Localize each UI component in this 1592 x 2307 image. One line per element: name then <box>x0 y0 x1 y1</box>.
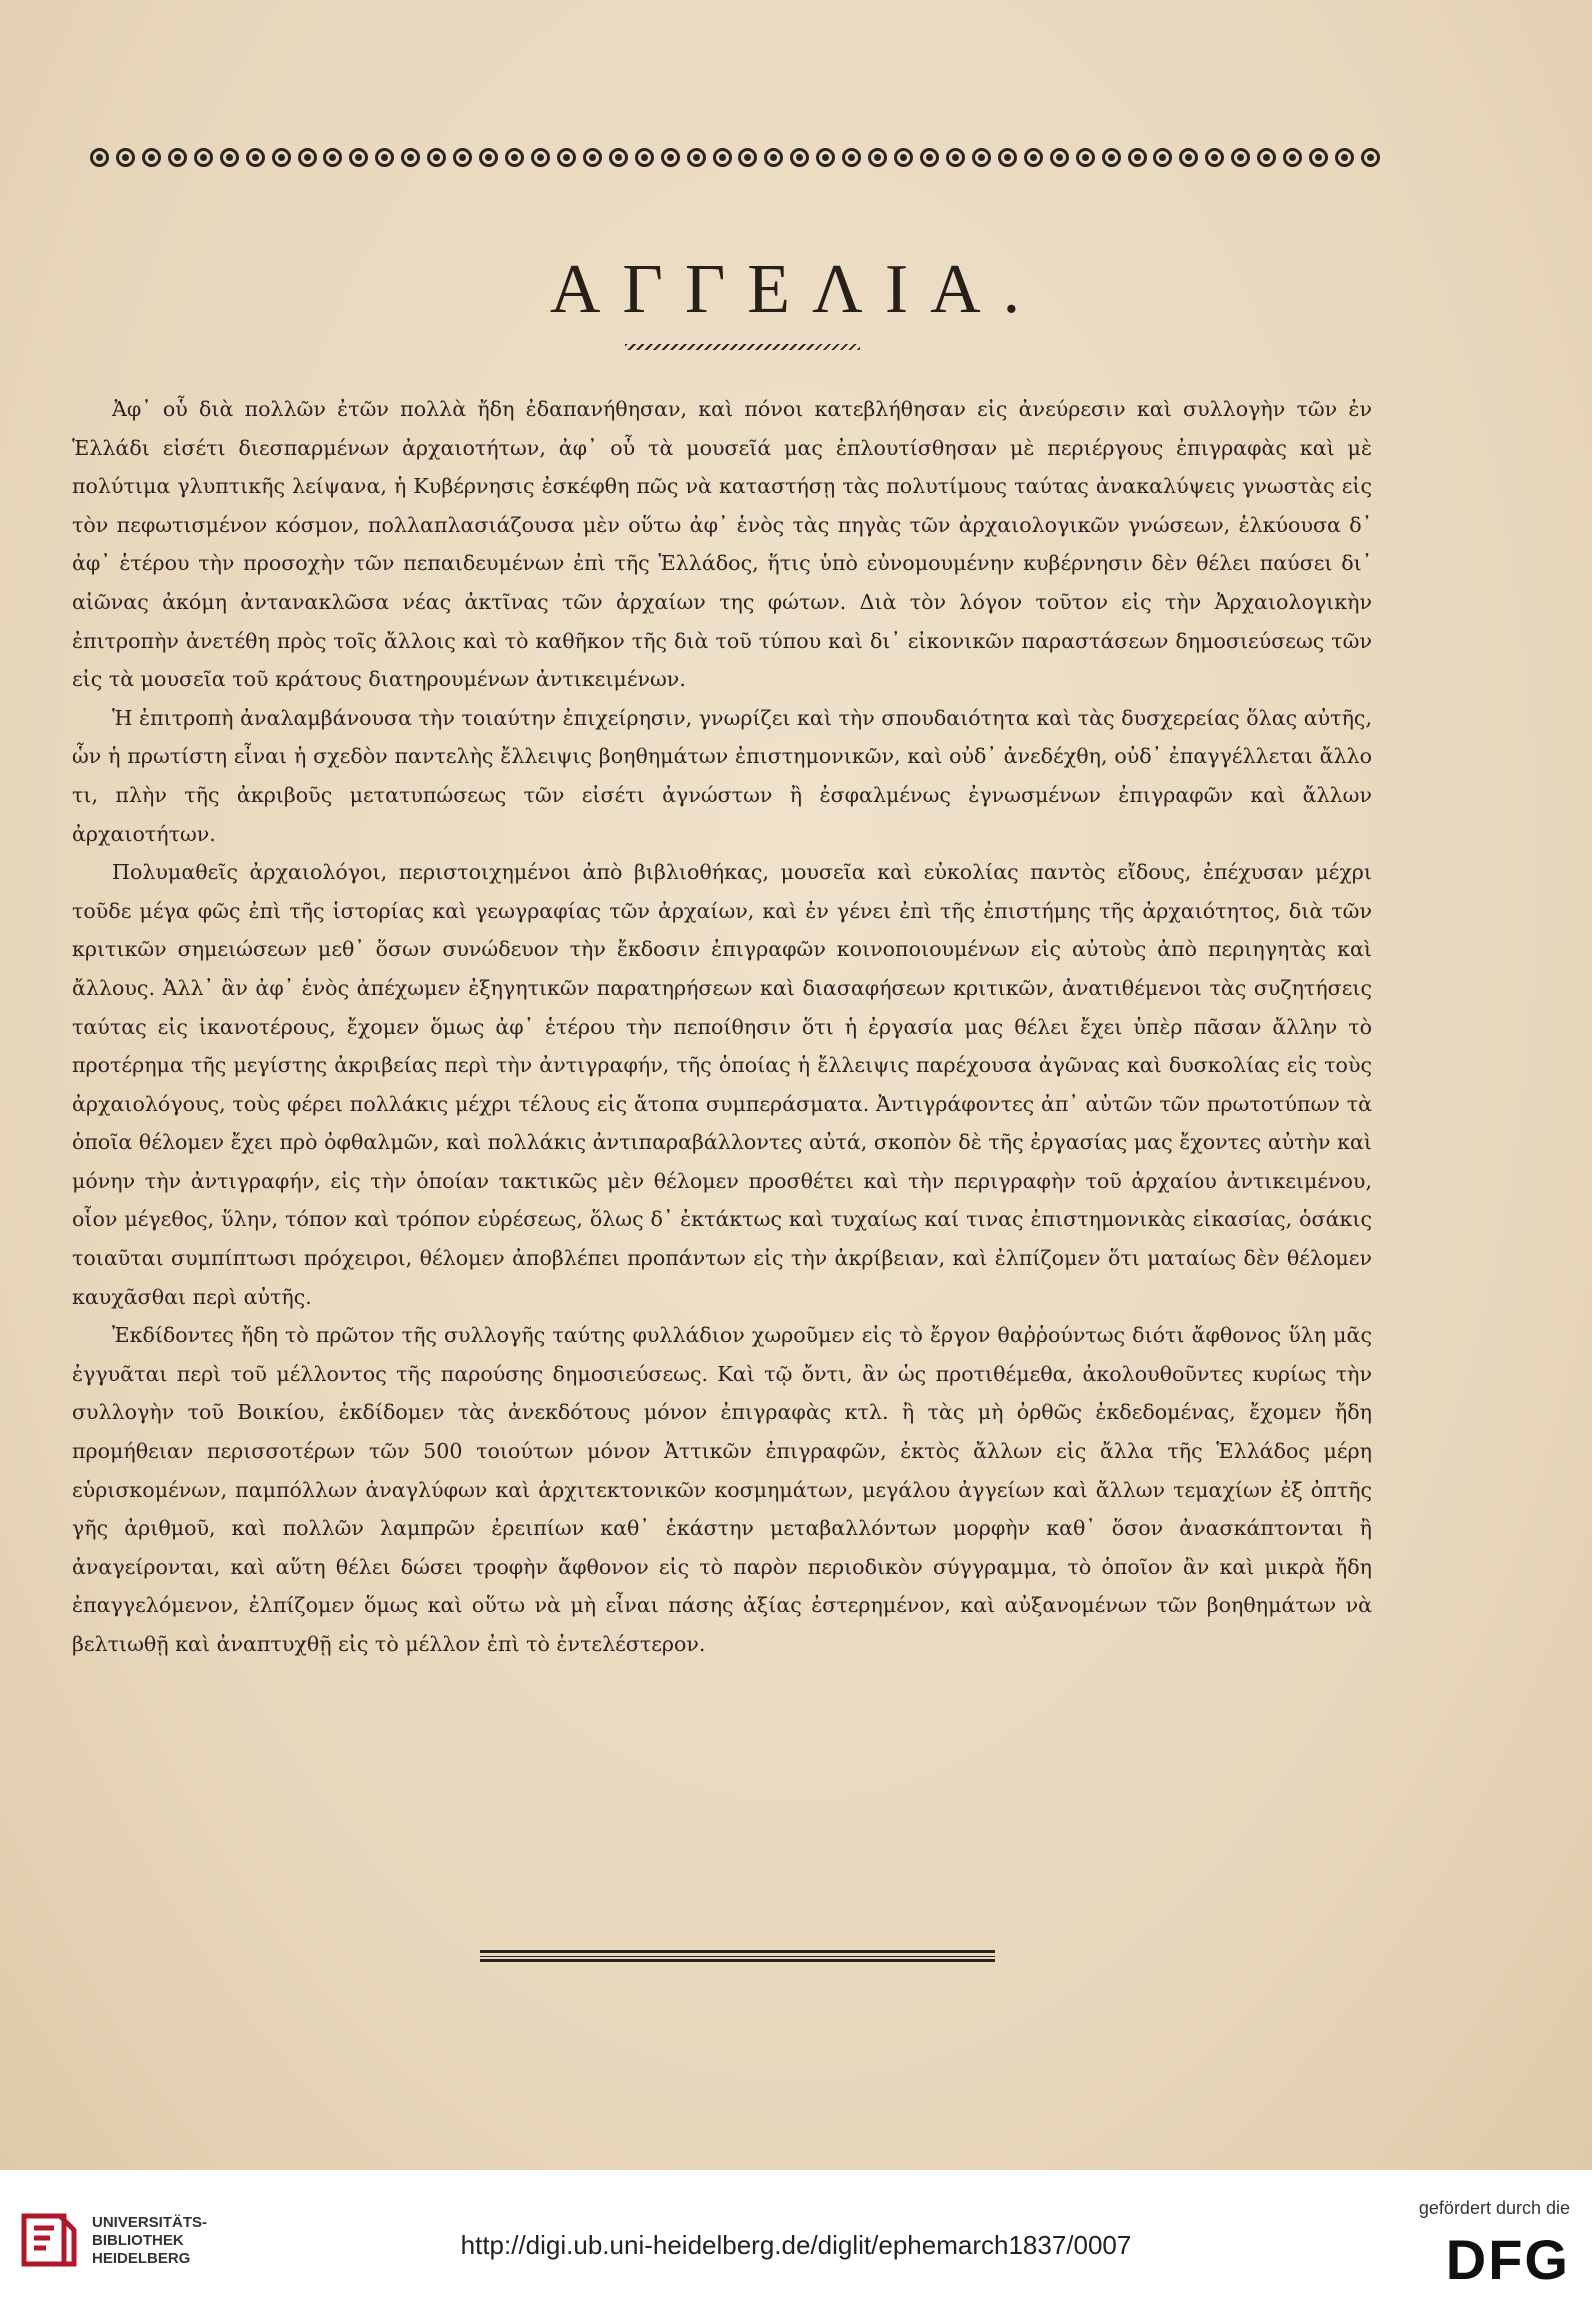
ornament-swirl-icon <box>246 148 265 167</box>
university-name-line: UNIVERSITÄTS- <box>92 2214 208 2231</box>
university-name-line: BIBLIOTHEK <box>92 2232 184 2249</box>
ornament-swirl-icon <box>401 148 420 167</box>
ornament-swirl-icon <box>349 148 368 167</box>
university-name-line: HEIDELBERG <box>92 2250 191 2267</box>
ornament-swirl-icon <box>946 148 965 167</box>
ornament-swirl-icon <box>998 148 1017 167</box>
ornament-swirl-icon <box>713 148 732 167</box>
ornament-swirl-icon <box>1205 148 1224 167</box>
ornament-swirl-icon <box>453 148 472 167</box>
end-rule-ornament <box>480 1950 995 1962</box>
ornament-swirl-icon <box>1153 148 1172 167</box>
ornament-swirl-icon <box>1309 148 1328 167</box>
ornament-swirl-icon <box>142 148 161 167</box>
top-ornament-border <box>90 142 1380 172</box>
ornament-swirl-icon <box>1102 148 1121 167</box>
ornament-swirl-icon <box>427 148 446 167</box>
ornament-swirl-icon <box>323 148 342 167</box>
ornament-swirl-icon <box>1179 148 1198 167</box>
ornament-swirl-icon <box>609 148 628 167</box>
ornament-swirl-icon <box>1024 148 1043 167</box>
ornament-swirl-icon <box>272 148 291 167</box>
paragraph: Ἐκδίδοντες ἤδη τὸ πρῶτον τῆς συλλογῆς ταύτης φυλλάδιον χωροῦμεν εἰς τὸ ἔργον θαῤῥούντως διότι ἄφθονος ὕλη μᾶς ἐγγυᾶται περὶ τοῦ μέλλοντος τῆς παρούσης δημοσιεύσεως. Καὶ τῷ ὄντι, ἂν ὡς προτιθέμεθα, ἀκολουθοῦντες κυρίως τὴν συλλογὴν τοῦ Βοικίου, ἐκδίδομεν τὰς ἀνεκδότους μόνον ἐπιγραφὰς κτλ. ἢ τὰς μὴ ὀρθῶς ἐκδεδομένας, ἔχομεν ἤδη προμήθειαν περισσοτέρων τῶν 500 τοιούτων μόνον Ἀττικῶν ἐπιγραφῶν, ἐκτὸς ἄλλων εἰς ἄλλα τῆς Ἑλλάδος μέρη εὑρισκομένων, παμπόλλων ἀναγλύφων καὶ ἀρχιτεκτονικῶν κοσμημάτων, μεγάλου ἀγγείων καὶ ἄλλων τεμαχίων ἐξ ὀπτῆς γῆς ἀριθμοῦ, καὶ πολλῶν λαμπρῶν ἐρειπίων καθ᾽ ἑκάστην μεταβαλλόντων μορφὴν καθ᾽ ὅσον ἀνασκάπτονται ἢ ἀναγείρονται, καὶ αὕτη θέλει δώσει τροφὴν ἄφθονον εἰς τὸ παρὸν περιοδικὸν σύγγραμμα, τὸ ὁποῖον ἂν καὶ μικρὰ ἤδη ἐπαγγελόμενον, ἐλπίζομεν ὅμως καὶ οὕτω νὰ μὴ εἶναι πάσης ἀξίας ἐστερημένον, καὶ αὐξανομένων τῶν βοηθημάτων νὰ βελτιωθῇ καὶ ἀναπτυχθῇ εἰς τὸ μέλλον ἐπὶ τὸ ἐντελέστερον. <box>72 1323 1372 1656</box>
ornament-swirl-icon <box>194 148 213 167</box>
ornament-swirl-icon <box>894 148 913 167</box>
ornament-swirl-icon <box>1335 148 1354 167</box>
ornament-swirl-icon <box>1128 148 1147 167</box>
ornament-swirl-icon <box>1257 148 1276 167</box>
dfg-logo: DFG <box>1445 2228 1570 2291</box>
ornament-swirl-icon <box>635 148 654 167</box>
page-title: ΑΓΓΕΛΙΑ. <box>549 251 1043 328</box>
ornament-swirl-icon <box>868 148 887 167</box>
ornament-swirl-icon <box>375 148 394 167</box>
ornament-swirl-icon <box>1283 148 1302 167</box>
ornament-swirl-icon <box>583 148 602 167</box>
title-rule-ornament <box>625 344 860 350</box>
body-text <box>72 390 1372 1664</box>
ornament-swirl-icon <box>1361 148 1380 167</box>
ornament-swirl-icon <box>790 148 809 167</box>
ornament-swirl-icon <box>90 148 109 167</box>
ornament-swirl-icon <box>531 148 550 167</box>
ornament-swirl-icon <box>220 148 239 167</box>
ornament-swirl-icon <box>557 148 576 167</box>
ornament-swirl-icon <box>842 148 861 167</box>
footer-bar <box>0 2170 1592 2307</box>
ornament-swirl-icon <box>972 148 991 167</box>
ornament-swirl-icon <box>1076 148 1095 167</box>
ornament-swirl-icon <box>1050 148 1069 167</box>
ornament-swirl-icon <box>738 148 757 167</box>
ornament-swirl-icon <box>687 148 706 167</box>
ornament-swirl-icon <box>168 148 187 167</box>
paragraph: Ἡ ἐπιτροπὴ ἀναλαμβάνουσα τὴν τοιαύτην ἐπιχείρησιν, γνωρίζει καὶ τὴν σπουδαιότητα καὶ τὰς δυσχερείας ὅλας αὐτῆς, ὧν ἡ πρωτίστη εἶναι ἡ σχεδὸν παντελὴς ἔλλειψις βοηθημάτων ἐπιστημονικῶν, καὶ οὐδ᾽ ἀνεδέχθη, οὐδ᾽ ἐπαγγέλλεται ἄλλο τι, πλὴν τῆς ἀκριβοῦς μετατυπώσεως τῶν εἰσέτι ἀγνώστων ἢ ἐσφαλμένως ἐγνωσμένων ἐπιγραφῶν καὶ ἄλλων ἀρχαιοτήτων. <box>72 705 1372 846</box>
document-url-link[interactable]: http://digi.ub.uni-heidelberg.de/diglit/ephemarch1837/0007 <box>460 2230 1132 2260</box>
ornament-swirl-icon <box>116 148 135 167</box>
ornament-swirl-icon <box>298 148 317 167</box>
ornament-swirl-icon <box>505 148 524 167</box>
ornament-swirl-icon <box>1231 148 1250 167</box>
ornament-swirl-icon <box>764 148 783 167</box>
ornament-swirl-icon <box>920 148 939 167</box>
paragraph: Ἀφ᾽ οὗ διὰ πολλῶν ἐτῶν πολλὰ ἤδη ἐδαπανήθησαν, καὶ πόνοι κατεβλήθησαν εἰς ἀνεύρεσιν καὶ συλλογὴν τῶν ἐν Ἑλλάδι εἰσέτι διεσπαρμένων ἀρχαιοτήτων, ἀφ᾽ οὗ τὰ μουσεῖά μας ἐπλουτίσθησαν μὲ περιέργους ἐπιγραφὰς καὶ μὲ πολύτιμα γλυπτικῆς λείψανα, ἡ Κυβέρνησις ἐσκέφθη πῶς νὰ καταστήσῃ τὰς πολυτίμους ταύτας ἀνακαλύψεις γνωστὰς εἰς τὸν πεφωτισμένον κόσμον, πολλαπλασιάζουσα μὲν οὕτω ἀφ᾽ ἑνὸς τὰς πηγὰς τῶν ἀρχαιολογικῶν γνώσεων, ἑλκύουσα δ᾽ ἀφ᾽ ἑτέρου τὴν προσοχὴν τῶν πεπαιδευμένων ἐπὶ τῆς Ἑλλάδος, ἥτις ὑπὸ εὐνομουμένην κυβέρνησιν δὲν θέλει παύσει δι᾽ αἰῶνας ἀκόμη ἀντανακλῶσα νέας ἀκτῖνας τῶν ἀρχαίων της φώτων. Διὰ τὸν λόγον τοῦτον εἰς τὴν Ἀρχαιολογικὴν ἐπιτροπὴν ἀνετέθη πρὸς τοῖς ἄλλοις καὶ τὸ καθῆκον τῆς διὰ τοῦ τύπου καὶ δι᾽ εἰκονικῶν παραστάσεων δημοσιεύσεως τῶν εἰς τὰ μουσεῖα τοῦ κράτους διατηρουμένων ἀντικειμένων. <box>72 397 1372 692</box>
ornament-swirl-icon <box>816 148 835 167</box>
funded-by-label: gefördert durch die <box>1418 2198 1570 2218</box>
ornament-swirl-icon <box>479 148 498 167</box>
ornament-swirl-icon <box>661 148 680 167</box>
paragraph: Πολυμαθεῖς ἀρχαιολόγοι, περιστοιχημένοι ἀπὸ βιβλιοθήκας, μουσεῖα καὶ εὐκολίας παντὸς εἴδους, ἐπέχυσαν μέχρι τοῦδε μέγα φῶς ἐπὶ τῆς ἱστορίας καὶ γεωγραφίας τῶν ἀρχαίων, καὶ ἐν γένει ἐπὶ τῆς ἐπιστήμης τῆς ἀρχαιότητος, διὰ τῶν κριτικῶν σημειώσεων μεθ᾽ ὅσων συνώδευον τὴν ἔκδοσιν ἐπιγραφῶν κοινοποιουμένων εἰς αὐτοὺς ἀπὸ περιηγητὰς καὶ ἄλλους. Ἀλλ᾽ ἂν ἀφ᾽ ἑνὸς ἀπέχωμεν ἐξηγητικῶν παρατηρήσεων καὶ διασαφήσεων κριτικῶν, ἀνατιθέμενοι τὰς συζητήσεις ταύτας εἰς ἱκανοτέρους, ἔχομεν ὅμως ἀφ᾽ ἑτέρου τὴν πεποίθησιν ὅτι ἡ ἐργασία μας θέλει ἔχει ὑπὲρ πᾶσαν ἄλλην τὸ προτέρημα τῆς μεγίστης ἀκριβείας περὶ τὴν ἀντιγραφήν, τῆς ὁποίας ἡ ἔλλειψις παρέχουσα ἀγῶνας καὶ δυσκολίας εἰς τοὺς ἀρχαιολόγους, τοὺς φέρει πολλάκις μέχρι τέλους εἰς ἄτοπα συμπεράσματα. Ἀντιγράφοντες ἀπ᾽ αὐτῶν τῶν πρωτοτύπων τὰ ὁποῖα θέλομεν ἔχει πρὸ ὀφθαλμῶν, καὶ πολλάκις ἀντιπαραβάλλοντες αὐτά, σκοπὸν δὲ τῆς ἐργασίας μας ἔχοντες αὐτὴν καὶ μόνην τὴν ἀντιγραφήν, εἰς τὴν ὁποίαν τακτικῶς μὲν θέλομεν προσθέτει καὶ τὴν περιγραφὴν τοῦ ἀρχαίου ἀντικειμένου, οἷον μέγεθος, ὕλην, τόπον καὶ τρόπον εὑρέσεως, ὅλως δ᾽ ἐκτάκτως καὶ τυχαίως καί τινας ἐπιστημονικὰς εἰκασίας, ὁσάκις τοιαῦται συμπίπτωσι πρόχειροι, θέλομεν ἀποβλέπει προπάντων εἰς τὴν ἀκρίβειαν, καὶ ἐλπίζομεν ὅτι ματαίως δὲν θέλομεν καυχᾶσθαι περὶ αὐτῆς. <box>72 860 1372 1309</box>
